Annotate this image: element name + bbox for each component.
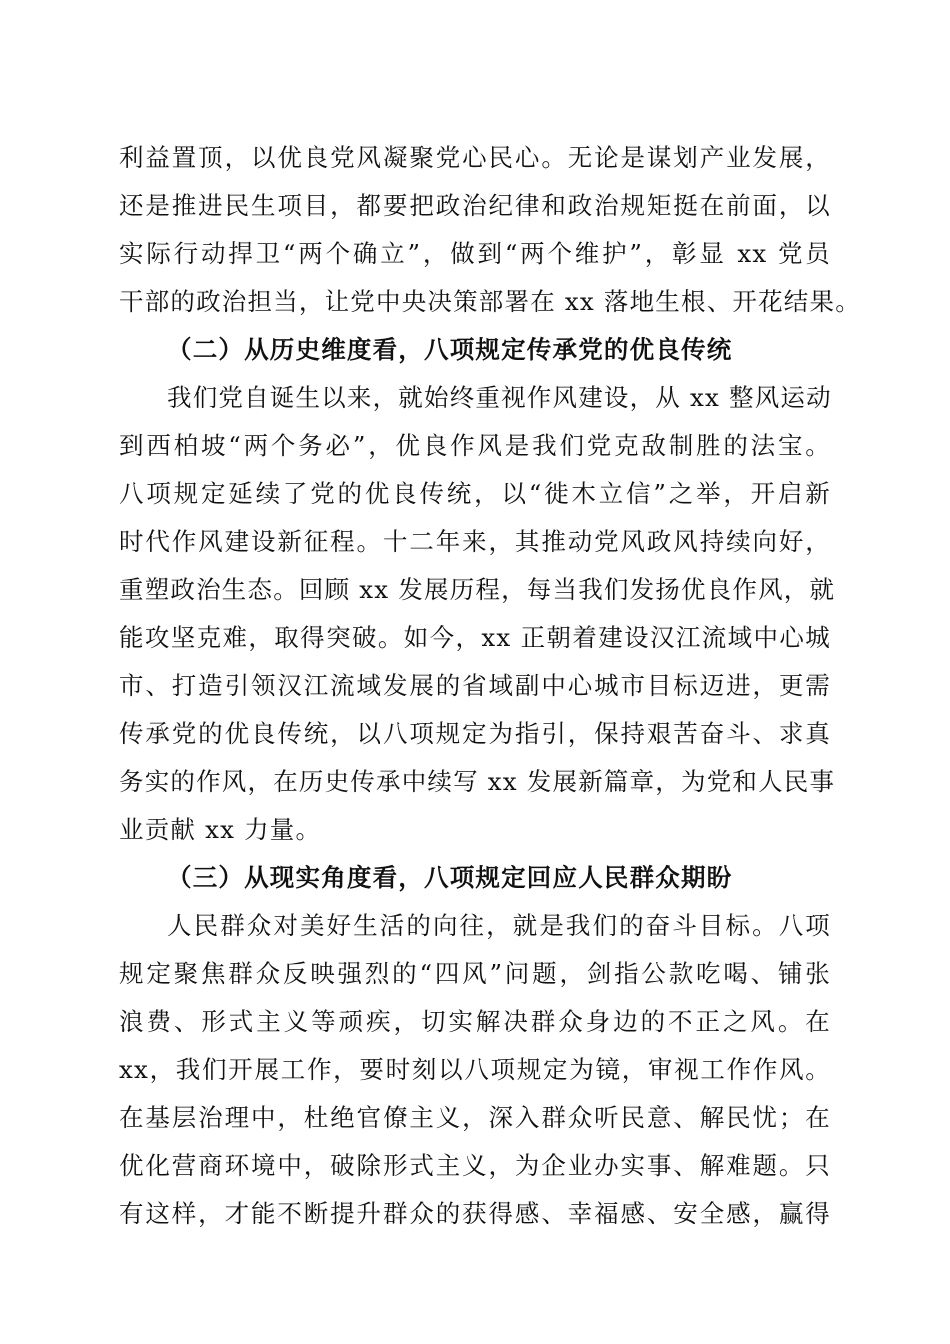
text-line: 在基层治理中，杜绝官僚主义，深入群众听民意、解民忧；在 xyxy=(119,1103,831,1132)
text-line: 传承党的优良传统，以八项规定为指引，保持艰苦奋斗、求真 xyxy=(119,719,831,748)
text-line: 市、打造引领汉江流域发展的省域副中心城市目标迈进，更需 xyxy=(119,671,831,700)
text-line: 规定聚焦群众反映强烈的“四风”问题，剑指公款吃喝、铺张 xyxy=(119,959,831,988)
document-body xyxy=(119,134,861,1238)
text-line: 浪费、形式主义等顽疾，切实解决群众身边的不正之风。在 xyxy=(119,1007,831,1036)
text-line: 能攻坚克难，取得突破。如今，xx 正朝着建设汉江流域中心城 xyxy=(119,623,831,652)
text-line: 到西柏坡“两个务必”，优良作风是我们党克敌制胜的法宝。 xyxy=(119,431,831,460)
text-line: 还是推进民生项目，都要把政治纪律和政治规矩挺在前面，以 xyxy=(119,191,831,220)
section-heading-3: （三）从现实角度看，八项规定回应人民群众期盼 xyxy=(167,863,733,892)
text-line: 优化营商环境中，破除形式主义，为企业办实事、解难题。只 xyxy=(119,1151,831,1180)
text-line: 有这样，才能不断提升群众的获得感、幸福感、安全感，赢得 xyxy=(119,1199,831,1228)
text-line: 实际行动捍卫“两个确立”，做到“两个维护”，彰显 xx 党员 xyxy=(119,239,831,268)
text-line: 重塑政治生态。回顾 xx 发展历程，每当我们发扬优良作风，就 xyxy=(119,575,836,604)
section-heading-2: （二）从历史维度看，八项规定传承党的优良传统 xyxy=(167,335,733,364)
text-line: 时代作风建设新征程。十二年来，其推动党风政风持续向好， xyxy=(119,527,831,556)
text-line: 利益置顶，以优良党风凝聚党心民心。无论是谋划产业发展， xyxy=(119,143,831,172)
text-line: 务实的作风，在历史传承中续写 xx 发展新篇章，为党和人民事 xyxy=(119,767,836,796)
text-line: 业贡献 xx 力量。 xyxy=(119,815,322,844)
text-line: 人民群众对美好生活的向往，就是我们的奋斗目标。八项 xyxy=(167,911,831,940)
text-line: 干部的政治担当，让党中央决策部署在 xx 落地生根、开花结果。 xyxy=(119,287,861,316)
text-line: xx，我们开展工作，要时刻以八项规定为镜，审视工作作风。 xyxy=(119,1055,831,1084)
text-line: 我们党自诞生以来，就始终重视作风建设，从 xx 整风运动 xyxy=(167,383,832,412)
text-line: 八项规定延续了党的优良传统，以“徙木立信”之举，开启新 xyxy=(119,479,831,508)
